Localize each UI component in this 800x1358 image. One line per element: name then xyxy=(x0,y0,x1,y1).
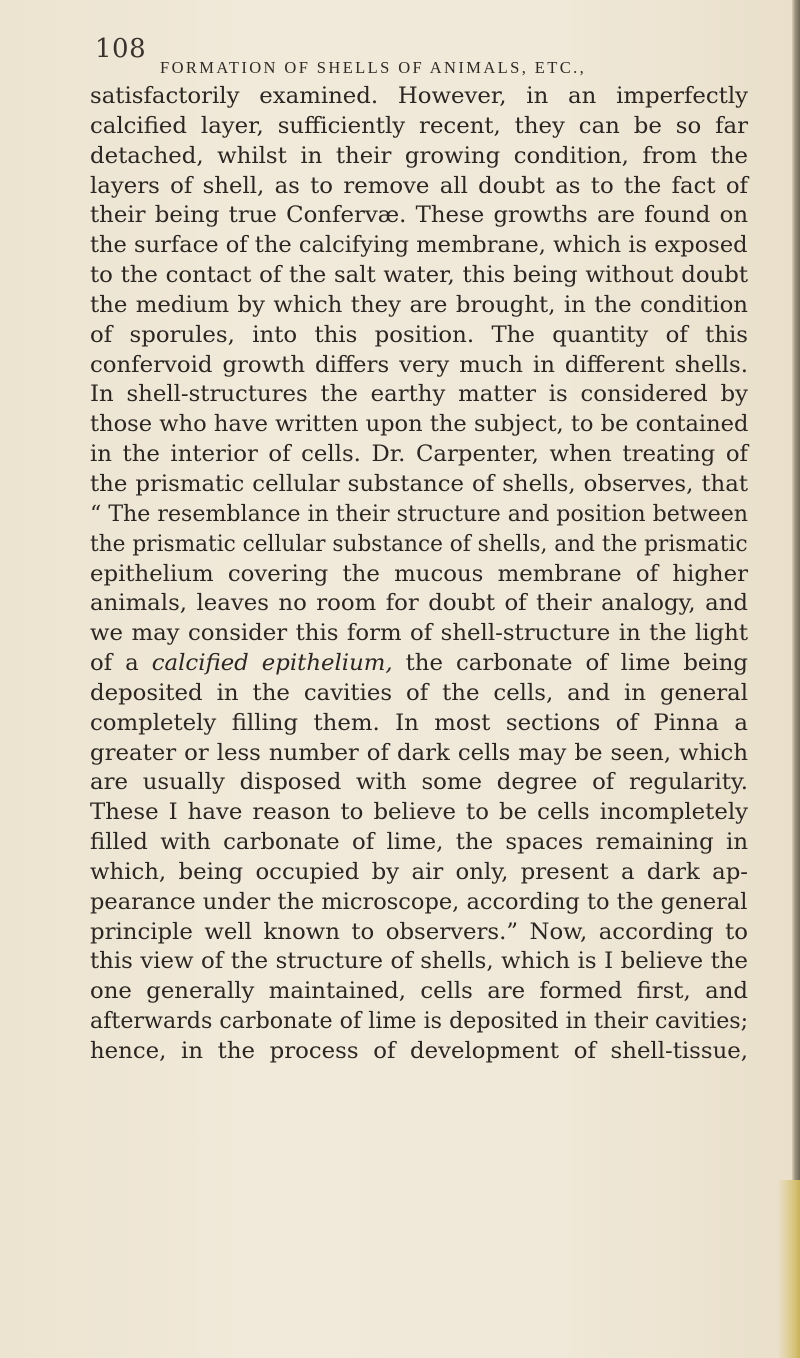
text-line: filled with carbonate of lime, the spaces remaining in xyxy=(90,829,748,856)
text-line: of sporules, into this position. The quantity of this xyxy=(90,321,748,348)
page-edge-shadow xyxy=(792,0,800,1358)
text-line: the surface of the calcifying membrane, which is exposed xyxy=(90,232,748,259)
text-line: In shell-structures the earthy matter is considered by xyxy=(90,381,748,408)
text-line: These I have reason to believe to be cells incompletely xyxy=(90,799,748,826)
page-edge-stain xyxy=(778,1180,800,1358)
text-segment: of a xyxy=(90,650,152,677)
text-line: principle well known to observers.” Now, according to xyxy=(90,918,748,945)
text-line: completely filling them. In most sections of Pinna a xyxy=(90,709,748,736)
text-line: the prismatic cellular substance of shells, observes, that xyxy=(90,470,748,497)
text-line: the medium by which they are brought, in the condition xyxy=(90,291,748,318)
text-line: hence, in the process of development of shell-tissue, xyxy=(90,1038,748,1064)
text-line: animals, leaves no room for doubt of their analogy, and xyxy=(90,590,748,617)
text-line: their being true Confervæ. These growths are found on xyxy=(90,202,748,229)
text-line: layers of shell, as to remove all doubt as to the fact of xyxy=(90,172,748,199)
text-line: in the interior of cells. Dr. Carpenter, when treating of xyxy=(90,441,748,468)
text-line: afterwards carbonate of lime is deposited in their cavities; xyxy=(90,1008,749,1035)
text-line: are usually disposed with some degree of regularity. xyxy=(90,769,748,796)
text-line: which, being occupied by air only, present a dark ap- xyxy=(90,858,748,885)
text-line: confervoid growth differs very much in different shells. xyxy=(90,351,748,378)
text-segment: the carbonate of lime being xyxy=(392,650,748,677)
text-line xyxy=(90,649,748,679)
running-title: FORMATION OF SHELLS OF ANIMALS, ETC., xyxy=(160,58,587,77)
text-line: the prismatic cellular substance of shells, and the prismatic xyxy=(90,530,748,557)
text-line: this view of the structure of shells, which is I believe the xyxy=(90,948,748,975)
page-number: 108 xyxy=(95,34,147,64)
text-line: one generally maintained, cells are formed first, and xyxy=(90,978,748,1005)
text-line: to the contact of the salt water, this being without doubt xyxy=(90,262,748,289)
page-header xyxy=(95,28,735,88)
text-line: those who have written upon the subject, to be contained xyxy=(90,411,749,438)
text-line: pearance under the microscope, according to the general xyxy=(90,888,748,915)
text-line: “ The resemblance in their structure and position between xyxy=(90,500,749,527)
text-line: calcified layer, sufficiently recent, they can be so far xyxy=(90,112,748,139)
text-line: we may consider this form of shell-structure in the light xyxy=(90,620,748,647)
body-paragraph xyxy=(90,82,748,1067)
italic-term: calcified epithelium, xyxy=(151,650,393,677)
text-line: detached, whilst in their growing condition, from the xyxy=(90,142,748,169)
text-line: epithelium covering the mucous membrane of higher xyxy=(90,560,748,587)
text-line: greater or less number of dark cells may be seen, which xyxy=(90,739,748,766)
text-line: satisfactorily examined. However, in an imperfectly xyxy=(90,83,748,109)
text-line: deposited in the cavities of the cells, and in general xyxy=(90,679,748,706)
